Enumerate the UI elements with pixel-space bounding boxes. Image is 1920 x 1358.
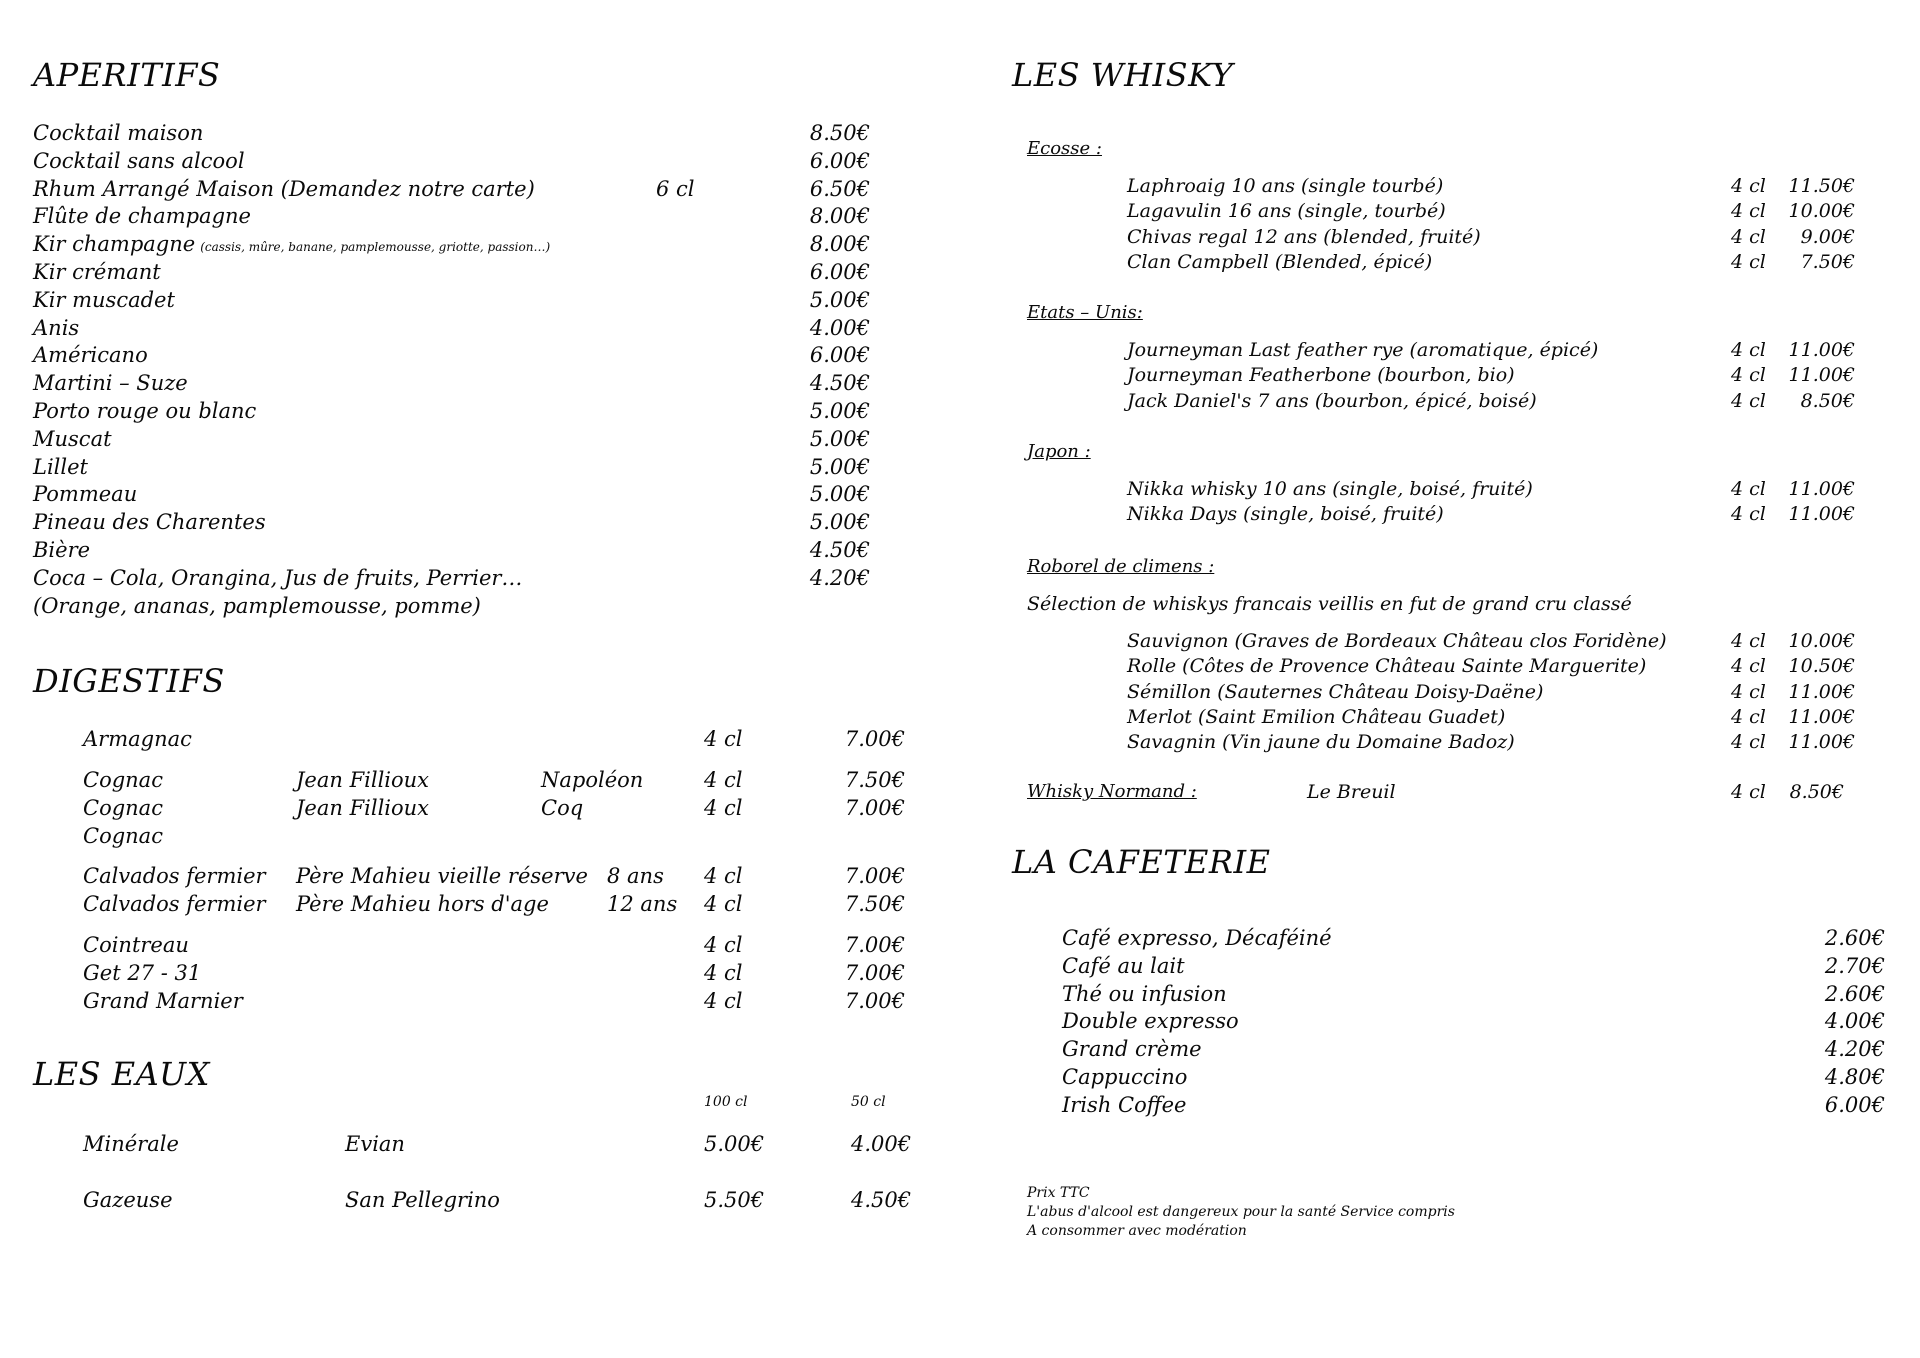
water-brand: Evian [345,1132,405,1156]
whisky-name: Rolle (Côtes de Provence Château Sainte Marguerite) [1127,655,1647,678]
whisky-volume: 4 cl [1731,705,1766,728]
whisky-region-japon: Japon : [1027,441,1091,462]
whisky-price: 11.50€ [1788,175,1855,197]
aperitif-row [33,232,550,256]
whisky-name: Nikka Days (single, boisé, fruité) [1127,503,1444,526]
aperitif-name: Américano [33,343,148,368]
aperitif-name: Porto rouge ou blanc [33,399,257,423]
cafe-name: Double expresso [1062,1009,1239,1034]
digestif-price: 7.00€ [844,989,905,1013]
aperitif-price: 5.00€ [809,426,870,451]
eaux-col-100cl: 100 cl [704,1094,748,1110]
whisky-price: 10.00€ [1788,200,1855,223]
digestif-brand: Père Mahieu vieille réserve [296,864,588,888]
aperitif-name: Kir crémant [33,260,161,284]
digestif-price: 7.00€ [844,727,905,751]
whisky-region-usa: Etats – Unis: [1027,302,1143,323]
cafe-name: Cappuccino [1062,1065,1188,1089]
whisky-volume: 4 cl [1731,655,1766,678]
cafeterie-title: LA CAFETERIE [1012,843,1271,881]
eaux-title: LES EAUX [33,1055,210,1093]
water-price-100cl: 5.50€ [704,1188,765,1212]
aperitif-name: Lillet [33,454,88,479]
water-type: Gazeuse [83,1188,173,1212]
whisky-volume: 4 cl [1731,389,1766,412]
digestif-name: Cognac [83,768,163,792]
whisky-name: Clan Campbell (Blended, épicé) [1127,250,1433,273]
digestif-name: Cognac [83,796,163,820]
whisky-price: 11.00€ [1788,705,1855,728]
aperitif-note: (cassis, mûre, banane, pamplemousse, griotte, passion…) [200,240,551,255]
digestif-volume: 4 cl [704,989,743,1013]
whisky-name: Sauvignon (Graves de Bordeaux Château clos Foridène) [1127,630,1667,652]
water-price-50cl: 4.00€ [851,1132,912,1156]
footer-line: L'abus d'alcool est dangereux pour la santé Service compris [1027,1204,1455,1220]
cafe-name: Grand crème [1062,1037,1202,1062]
footer-line: Prix TTC [1027,1185,1090,1201]
aperitif-price: 6.00€ [809,148,870,173]
digestif-brand: Jean Fillioux [296,768,430,792]
whisky-volume: 4 cl [1731,630,1766,652]
digestif-name: Grand Marnier [83,989,243,1013]
footer-line: A consommer avec modération [1027,1223,1247,1239]
digestif-name: Armagnac [83,727,192,751]
whisky-name: Lagavulin 16 ans (single, tourbé) [1127,200,1446,223]
roborel-intro: Sélection de whiskys francais veillis en fut de grand cru classé [1027,593,1632,615]
digestif-name: Cointreau [83,933,189,957]
whisky-price: 11.00€ [1788,731,1855,754]
aperitif-price: 6.50€ [809,176,870,201]
water-price-50cl: 4.50€ [851,1188,912,1212]
digestif-volume: 4 cl [704,796,743,820]
cafe-name: Irish Coffee [1062,1092,1187,1117]
aperitif-price: 8.50€ [809,121,870,145]
whisky-price: 8.50€ [1789,781,1844,803]
aperitif-price: 6.00€ [809,260,870,284]
whisky-name: Merlot (Saint Emilion Château Guadet) [1127,705,1506,728]
cafe-price: 4.00€ [1824,1009,1885,1034]
aperitif-price: 5.00€ [809,287,870,312]
aperitif-price: 6.00€ [809,343,870,368]
digestif-name: Calvados fermier [83,864,266,888]
water-brand: San Pellegrino [345,1188,500,1212]
aperitif-name: Bière [33,538,91,562]
digestif-age: 12 ans [607,892,678,916]
whisky-name: Journeyman Last feather rye (aromatique, épicé) [1127,339,1599,361]
digestif-volume: 4 cl [704,961,743,985]
cafe-name: Café au lait [1062,953,1185,978]
whisky-name: Sémillon (Sauternes Château Doisy-Daëne) [1127,680,1544,703]
aperitif-name: Pommeau [33,482,138,507]
digestif-volume: 4 cl [704,933,743,957]
cafe-price: 6.00€ [1824,1092,1885,1117]
digestif-price: 7.00€ [844,933,905,957]
aperitif-price: 4.20€ [809,565,870,590]
whisky-name: Jack Daniel's 7 ans (bourbon, épicé, boisé) [1127,389,1537,412]
aperitif-price: 8.00€ [809,232,870,257]
digestif-brand: Père Mahieu hors d'age [296,892,549,916]
whisky-price: 10.50€ [1788,655,1855,678]
aperitif-price: 5.00€ [809,510,870,535]
whisky-price: 8.50€ [1800,389,1855,412]
whisky-price: 11.00€ [1788,364,1855,387]
aperitif-price: 5.00€ [809,482,870,507]
digestif-age: 8 ans [607,864,664,888]
water-type: Minérale [83,1132,179,1156]
whisky-name: Journeyman Featherbone (bourbon, bio) [1127,364,1515,387]
cafe-name: Café expresso, Décaféiné [1062,926,1332,950]
whisky-volume: 4 cl [1731,339,1766,361]
digestifs-title: DIGESTIFS [33,662,225,700]
whisky-volume: 4 cl [1731,503,1766,526]
whisky-price: 9.00€ [1800,225,1855,248]
digestif-variant: Coq [541,796,584,820]
aperitif-name: Coca – Cola, Orangina, Jus de fruits, Perrier… [33,565,523,590]
digestif-name: Calvados fermier [83,892,266,916]
whisky-volume: 4 cl [1731,731,1766,754]
whisky-title: LES WHISKY [1012,56,1234,94]
whisky-price: 11.00€ [1788,680,1855,703]
aperitif-price: 4.00€ [809,315,870,340]
whisky-volume: 4 cl [1731,250,1766,273]
aperitif-name: Rhum Arrangé Maison (Demandez notre carte) [33,176,535,201]
aperitif-name: Muscat [33,426,112,451]
whisky-price: 10.00€ [1788,630,1855,652]
aperitif-name: Anis [33,315,80,340]
aperitif-price: 8.00€ [809,204,870,229]
digestif-price: 7.00€ [844,796,905,820]
cafe-price: 2.70€ [1824,953,1885,978]
cafe-price: 2.60€ [1824,981,1885,1006]
water-price-100cl: 5.00€ [704,1132,765,1156]
whisky-volume: 4 cl [1731,781,1766,803]
whisky-price: 11.00€ [1788,478,1855,500]
whisky-region-ecosse: Ecosse : [1027,138,1102,159]
whisky-volume: 4 cl [1731,680,1766,703]
aperitif-volume: 6 cl [656,176,695,201]
whisky-volume: 4 cl [1731,364,1766,387]
whisky-region-roborel: Roborel de climens : [1027,556,1215,577]
whisky-price: 11.00€ [1788,503,1855,526]
eaux-col-50cl: 50 cl [851,1094,886,1110]
aperitif-name: Kir champagne [33,232,196,257]
aperitif-price: 4.50€ [809,538,870,562]
whisky-name: Nikka whisky 10 ans (single, boisé, fruité) [1127,478,1533,500]
digestif-name: Get 27 - 31 [83,961,202,985]
cafe-price: 4.80€ [1824,1065,1885,1089]
digestif-volume: 4 cl [704,864,743,888]
digestif-price: 7.00€ [844,864,905,888]
aperitif-name: Kir muscadet [33,287,175,312]
whisky-name: Savagnin (Vin jaune du Domaine Badoz) [1127,731,1515,754]
aperitif-name: Martini – Suze [33,371,188,396]
whisky-name: Laphroaig 10 ans (single tourbé) [1127,175,1444,197]
aperitifs-title: APERITIFS [33,56,221,94]
whisky-volume: 4 cl [1731,225,1766,248]
aperitif-price: 5.00€ [809,454,870,479]
whisky-volume: 4 cl [1731,478,1766,500]
digestif-volume: 4 cl [704,892,743,916]
aperitif-price: 4.50€ [809,371,870,396]
digestif-price: 7.00€ [844,961,905,985]
whisky-volume: 4 cl [1731,175,1766,197]
aperitif-price: 5.00€ [809,399,870,423]
aperitif-name: Cocktail maison [33,121,204,145]
whisky-price: 11.00€ [1788,339,1855,361]
digestif-variant: Napoléon [541,768,644,792]
digestif-price: 7.50€ [844,892,905,916]
digestif-volume: 4 cl [704,727,743,751]
digestif-brand: Jean Fillioux [296,796,430,820]
whisky-volume: 4 cl [1731,200,1766,223]
aperitif-name: (Orange, ananas, pamplemousse, pomme) [33,593,481,618]
aperitif-name: Flûte de champagne [33,204,251,229]
cafe-name: Thé ou infusion [1062,981,1227,1006]
digestif-name: Cognac [83,824,163,848]
aperitif-name: Pineau des Charentes [33,510,266,535]
cafe-price: 2.60€ [1824,926,1885,950]
aperitif-name: Cocktail sans alcool [33,148,245,173]
whisky-region-normand: Whisky Normand : [1027,781,1197,802]
whisky-name: Chivas regal 12 ans (blended, fruité) [1127,225,1481,248]
whisky-name: Le Breuil [1307,781,1396,803]
footer-notes [1027,1184,1455,1241]
whisky-price: 7.50€ [1800,250,1855,273]
digestif-volume: 4 cl [704,768,743,792]
digestif-price: 7.50€ [844,768,905,792]
cafe-price: 4.20€ [1824,1037,1885,1062]
